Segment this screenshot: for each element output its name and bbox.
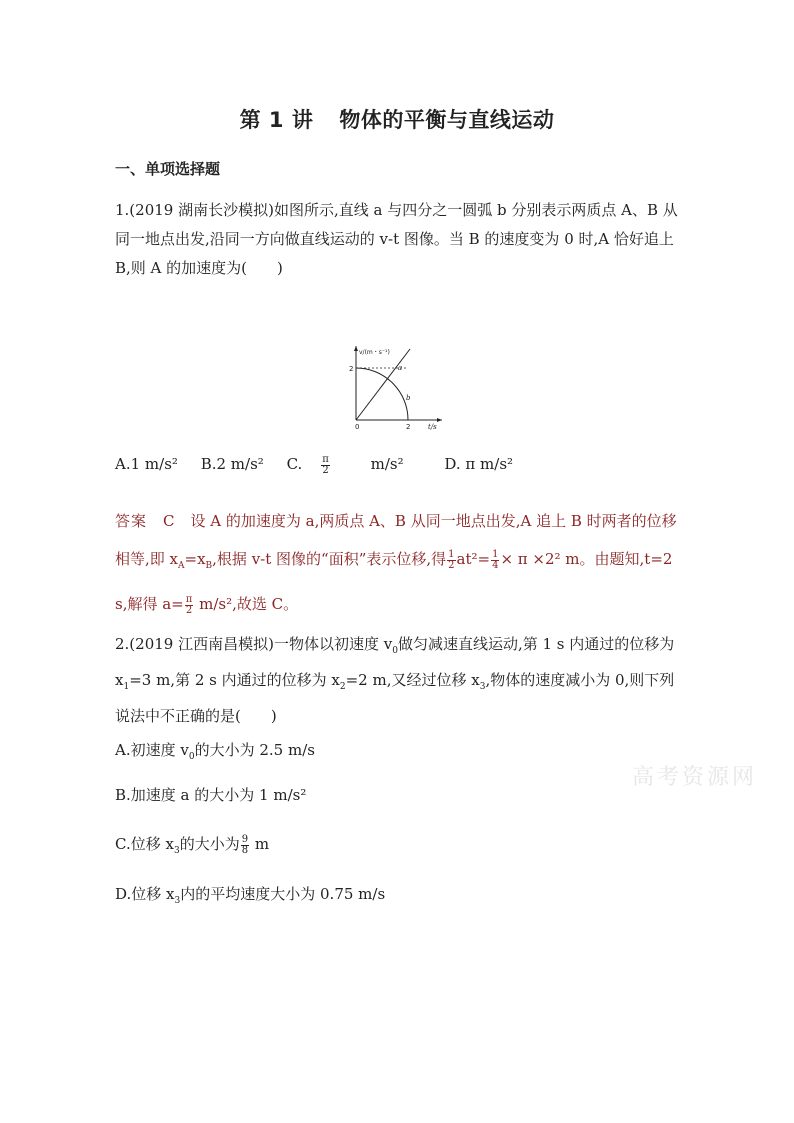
option-b: B.2 m/s² xyxy=(200,455,264,473)
q2-option-b: B.加速度 a 的大小为 1 m/s² xyxy=(115,786,307,804)
option-c-denominator: 2 xyxy=(322,464,329,476)
title-lesson-number: 第 1 讲 xyxy=(239,108,314,132)
q2-sub-2: 1 xyxy=(123,682,130,692)
question-1-answer xyxy=(115,502,685,623)
q2-text-2: 做匀减速直线运动,第 1 s 内通过的位移为 x xyxy=(115,635,675,689)
q2-option-d xyxy=(115,880,685,916)
q2-option-c xyxy=(115,830,685,866)
answer-fraction-3 xyxy=(185,595,194,616)
q2-option-c-text-1: C.位移 x xyxy=(115,835,174,853)
answer-fraction-3-den: 2 xyxy=(185,604,193,616)
answer-fraction-2-den: 4 xyxy=(492,559,499,571)
option-c-prefix: C. xyxy=(286,455,303,473)
q2-option-c-fraction xyxy=(241,835,249,856)
title-lesson-name: 物体的平衡与直线运动 xyxy=(339,108,555,132)
y-axis-label: v/(m・s⁻¹) xyxy=(359,349,390,356)
q2-option-d-text-1: D.位移 x xyxy=(115,885,175,903)
answer-text-3: ,根据 v-t 图像的“面积”表示位移,得 xyxy=(212,550,447,568)
section-heading: 一、单项选择题 xyxy=(115,160,221,178)
q2-sub-3: 2 xyxy=(339,682,346,692)
q2-sub-4: 3 xyxy=(479,682,486,692)
x-axis-label: t/s xyxy=(428,423,437,431)
line-a xyxy=(356,349,410,420)
option-c-numerator: π xyxy=(322,453,329,465)
q2-option-c-num: 9 xyxy=(241,833,249,845)
answer-sub-a: A xyxy=(178,561,185,571)
answer-text-1: 设 A 的加速度为 a,两质点 A、B 从同一地点出发,A 追上 B 时两者的位移相等,即 x xyxy=(115,512,677,568)
answer-fraction-1 xyxy=(447,550,455,571)
q2-option-d-text-2: 内的平均速度大小为 0.75 m/s xyxy=(180,885,386,903)
option-c-fraction xyxy=(321,455,348,476)
y-tick-label: 2 xyxy=(349,365,354,373)
answer-fraction-2 xyxy=(491,550,499,571)
q2-option-c-sub: 3 xyxy=(173,846,180,856)
vt-graph xyxy=(344,338,444,433)
question-2-stem xyxy=(115,630,685,731)
q2-text-1: 2.(2019 江西南昌模拟)一物体以初速度 v xyxy=(115,635,393,653)
q2-option-c-unit: m xyxy=(250,835,270,853)
answer-text-4: at²= xyxy=(456,550,491,568)
q2-option-a-text-1: A.初速度 v xyxy=(115,741,189,759)
answer-fraction-3-num: π xyxy=(185,593,193,605)
q2-option-a xyxy=(115,736,685,772)
watermark: 高考资源网 xyxy=(632,765,758,790)
q2-option-a-sub: 0 xyxy=(188,752,195,762)
answer-text-5: × π ×2² m。由题知,t=2 s,解得 a= xyxy=(115,550,673,613)
arc-b-label: b xyxy=(406,394,411,402)
q2-option-a-text-2: 的大小为 2.5 m/s xyxy=(194,741,315,759)
answer-sub-b: B xyxy=(205,561,213,571)
question-1-stem: 1.(2019 湖南长沙模拟)如图所示,直线 a 与四分之一圆弧 b 分别表示两质点 A、B 从同一地点出发,沿同一方向做直线运动的 v-t 图像。当 B 的速度变为 0 时,A 恰好追上 B,则 A 的加速度为( ) xyxy=(115,201,678,277)
answer-fraction-1-den: 2 xyxy=(448,559,455,571)
option-d: D. π m/s² xyxy=(444,455,514,473)
question-1-options xyxy=(115,450,685,479)
option-c-unit: m/s² xyxy=(365,455,404,473)
q2-option-c-text-2: 的大小为 xyxy=(179,835,240,853)
answer-fraction-2-num: 1 xyxy=(492,548,499,560)
q2-option-d-sub: 3 xyxy=(174,896,181,906)
option-c xyxy=(286,453,422,476)
answer-text-2: =x xyxy=(184,550,206,568)
q2-text-5: ,物体的速度减小为 0,则下列说法中不正确的是( ) xyxy=(115,671,675,725)
x-tick-label: 2 xyxy=(406,423,411,431)
y-axis-arrow xyxy=(354,346,358,351)
arc-b xyxy=(356,368,408,420)
origin-label: 0 xyxy=(355,423,360,431)
x-axis-arrow xyxy=(437,418,442,422)
page-title xyxy=(0,104,794,134)
q2-text-3: =3 m,第 2 s 内通过的位移为 x xyxy=(129,671,340,689)
option-a: A.1 m/s² xyxy=(115,455,178,473)
line-a-label: a xyxy=(398,364,403,372)
answer-lead: 答案 C xyxy=(115,512,176,530)
q2-sub-1: 0 xyxy=(392,646,398,656)
q2-text-4: =2 m,又经过位移 x xyxy=(345,671,480,689)
q2-option-c-den: 8 xyxy=(241,844,249,856)
answer-text-6: m/s²,故选 C。 xyxy=(194,595,299,613)
answer-fraction-1-num: 1 xyxy=(448,548,455,560)
